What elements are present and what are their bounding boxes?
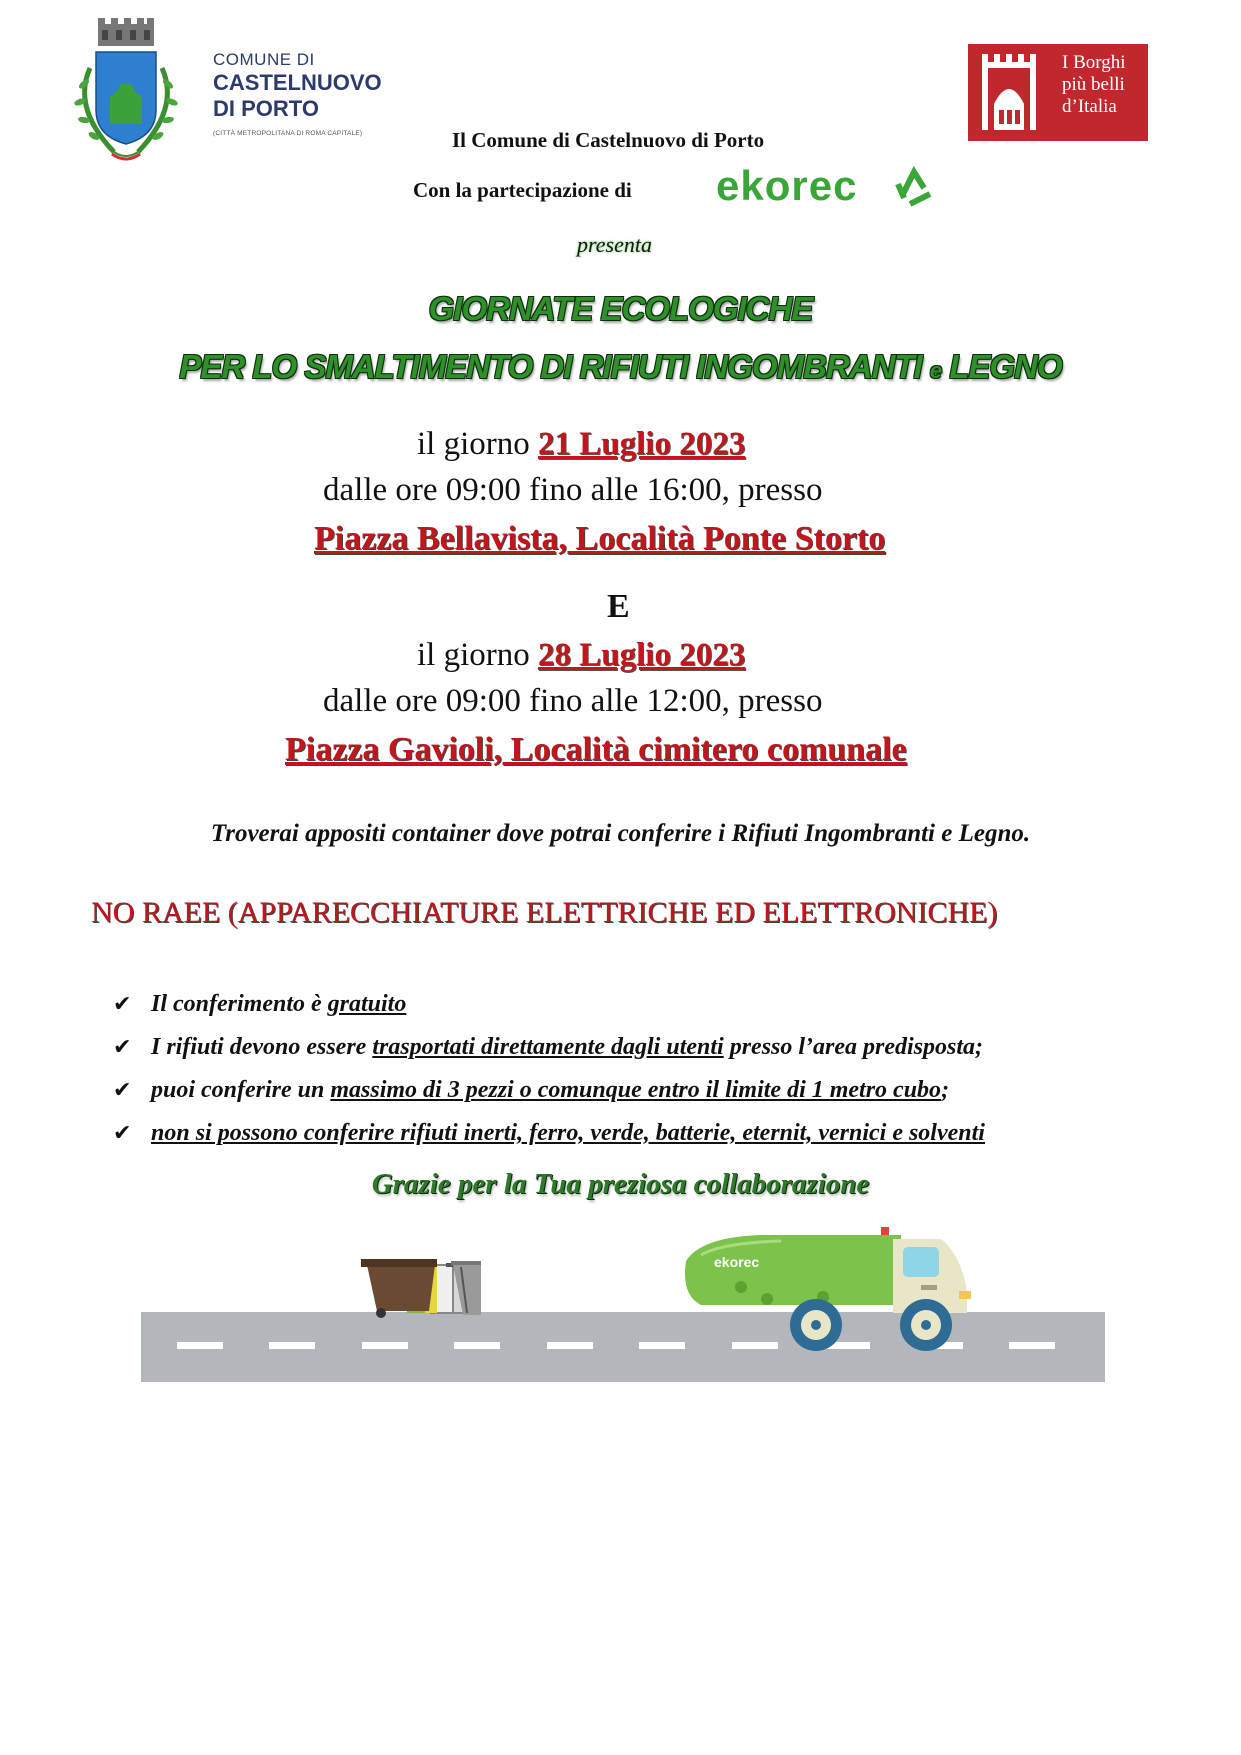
rule-text-end: presso l’area predisposta; bbox=[723, 1034, 984, 1060]
rules-list bbox=[113, 983, 985, 1155]
conjunction: E bbox=[607, 588, 630, 625]
list-item bbox=[113, 983, 985, 1026]
truck-ekorec-label: ekorec bbox=[714, 1254, 760, 1270]
rule-underlined: massimo di 3 pezzi o comunque entro il limite di 1 metro cubo bbox=[330, 1077, 942, 1103]
headline-line2-e: e bbox=[929, 358, 942, 383]
ekorec-logo bbox=[716, 158, 946, 214]
list-item bbox=[113, 1069, 985, 1112]
borghi-logo bbox=[968, 44, 1148, 141]
comune-line2: CASTELNUOVO bbox=[213, 70, 382, 95]
check-icon: ✔ bbox=[113, 1078, 132, 1103]
rule-text: Il conferimento è bbox=[151, 991, 328, 1017]
check-icon: ✔ bbox=[113, 1035, 132, 1060]
event1-date: 21 Luglio 2023 bbox=[538, 426, 746, 462]
comune-intro: Il Comune di Castelnuovo di Porto bbox=[452, 128, 765, 152]
municipal-crest-icon bbox=[66, 18, 186, 168]
event2-hours: dalle ore 09:00 fino alle 12:00, presso bbox=[323, 683, 823, 719]
check-icon: ✔ bbox=[113, 992, 132, 1017]
rule-underlined: non si possono conferire rifiuti inerti, ferro, verde, batterie, eternit, vernici e solventi bbox=[151, 1120, 985, 1146]
castle-icon bbox=[968, 44, 1056, 141]
no-raee-text: NO RAEE (APPARECCHIATURE ELETTRICHE ED ELETTRONICHE) bbox=[91, 896, 998, 929]
event2-day bbox=[417, 637, 745, 674]
check-icon: ✔ bbox=[113, 1121, 132, 1146]
headline-line2 bbox=[0, 348, 1241, 386]
borghi-line3: d’Italia bbox=[1062, 96, 1117, 117]
event2-date: 28 Luglio 2023 bbox=[538, 637, 746, 673]
event1-prefix: il giorno bbox=[417, 426, 538, 462]
ekorec-logo-text: ekorec bbox=[716, 162, 858, 209]
rule-text-end: ; bbox=[941, 1077, 950, 1103]
borghi-line1: I Borghi bbox=[1062, 52, 1126, 73]
rule-underlined: gratuito bbox=[327, 991, 407, 1017]
partner-intro: Con la partecipazione di bbox=[413, 178, 632, 202]
rule-text: I rifiuti devono essere bbox=[151, 1034, 373, 1060]
headline-line2-main: PER LO SMALTIMENTO DI RIFIUTI INGOMBRANTI bbox=[179, 348, 922, 385]
event2-prefix: il giorno bbox=[417, 637, 538, 673]
comune-logo-text bbox=[213, 50, 382, 137]
road-scene-illustration bbox=[141, 1225, 1105, 1385]
headline-line1: GIORNATE ECOLOGICHE bbox=[428, 290, 813, 327]
event1-day bbox=[417, 426, 745, 463]
list-item bbox=[113, 1112, 985, 1155]
event1-hours: dalle ore 09:00 fino alle 16:00, presso bbox=[323, 472, 823, 508]
recycle-icon bbox=[898, 172, 930, 204]
event1-place: Piazza Bellavista, Località Ponte Storto bbox=[314, 520, 886, 557]
borghi-line2: più belli bbox=[1062, 74, 1125, 95]
comune-subtitle: (CITTÀ METROPOLITANA DI ROMA CAPITALE) bbox=[213, 130, 363, 137]
comune-line3: DI PORTO bbox=[213, 96, 319, 121]
list-item bbox=[113, 1026, 985, 1069]
headline-line2-end: LEGNO bbox=[949, 348, 1062, 385]
rule-text: puoi conferire un bbox=[151, 1077, 331, 1103]
presenta-text: presenta bbox=[577, 232, 652, 257]
comune-line1: COMUNE DI bbox=[213, 50, 315, 69]
borghi-text bbox=[1062, 52, 1126, 118]
rule-underlined: trasportati direttamente dagli utenti bbox=[372, 1034, 724, 1060]
grazie-text: Grazie per la Tua preziosa collaborazione bbox=[371, 1168, 870, 1200]
troverai-text: Troverai appositi container dove potrai conferire i Rifiuti Ingombranti e Legno. bbox=[210, 820, 1031, 847]
waste-bins-icon bbox=[361, 1259, 481, 1318]
event2-place: Piazza Gavioli, Località cimitero comunale bbox=[285, 731, 907, 768]
